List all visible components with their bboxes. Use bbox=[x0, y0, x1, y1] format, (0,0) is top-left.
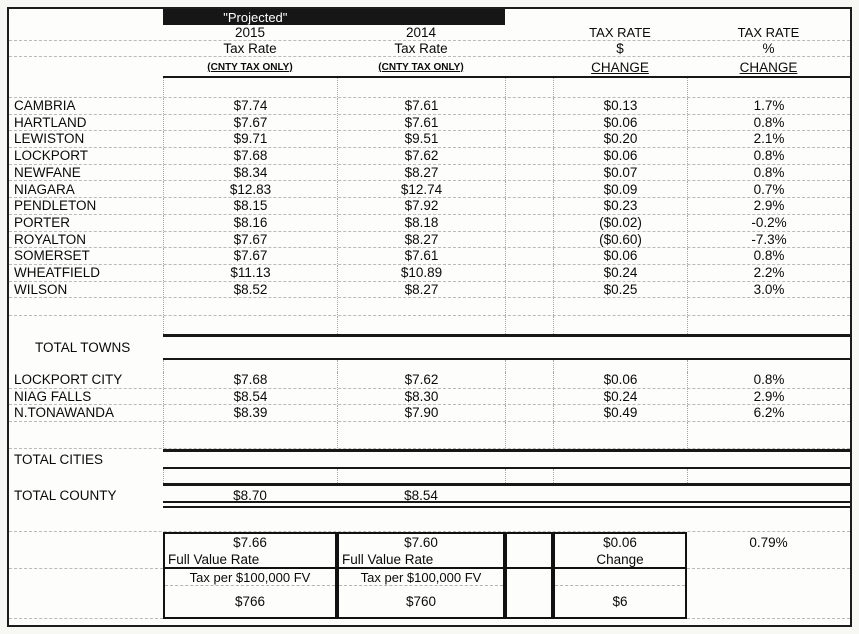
empty-cell bbox=[9, 422, 163, 448]
city-name: N.TONAWANDA bbox=[14, 405, 115, 421]
empty-cell bbox=[687, 422, 850, 448]
spacer-cell bbox=[505, 282, 553, 298]
town-row bbox=[9, 181, 850, 198]
total-county-2014: $8.54 bbox=[404, 487, 438, 503]
total-county-2015: $8.70 bbox=[233, 487, 267, 503]
empty-cell bbox=[505, 78, 553, 97]
gap-row bbox=[9, 469, 850, 483]
town-name: LEWISTON bbox=[14, 131, 85, 147]
total-cities-label: TOTAL CITIES bbox=[14, 451, 104, 467]
empty-cell bbox=[555, 569, 685, 586]
empty-cell bbox=[687, 78, 850, 97]
town-row bbox=[9, 165, 850, 182]
cnty-tax-only-2014: (CNTY TAX ONLY) bbox=[378, 61, 464, 73]
gap-row bbox=[9, 422, 850, 449]
dollar-change: $0.07 bbox=[553, 165, 687, 181]
empty-cell bbox=[553, 316, 687, 334]
taxrate-2014-header: Tax Rate bbox=[394, 40, 448, 56]
city-row bbox=[9, 372, 850, 389]
rate-2014: $7.90 bbox=[337, 405, 505, 421]
projected-banner bbox=[163, 9, 505, 25]
town-name: PENDLETON bbox=[14, 198, 97, 214]
fv-2014-value: $7.60 bbox=[404, 535, 438, 551]
gap-row bbox=[9, 520, 850, 532]
rate-2015: $8.16 bbox=[163, 215, 337, 231]
city-row bbox=[9, 405, 850, 422]
rate-2014: $10.89 bbox=[337, 265, 505, 281]
dollar-change: ($0.60) bbox=[553, 232, 687, 248]
empty-cell bbox=[337, 469, 505, 483]
spacer-cell bbox=[505, 215, 553, 231]
empty-cell bbox=[553, 78, 687, 97]
gap-row bbox=[9, 360, 850, 372]
spacer-cell bbox=[505, 181, 553, 197]
spacer-cell bbox=[505, 265, 553, 281]
pct-change: 0.8% bbox=[687, 372, 850, 388]
rate-2014: $7.92 bbox=[337, 198, 505, 214]
gap-row bbox=[9, 78, 850, 98]
summary-spacer-box bbox=[505, 532, 553, 569]
town-name: SOMERSET bbox=[14, 248, 90, 264]
dollar-change-header-l2: $ bbox=[616, 40, 624, 56]
city-name: NIAG FALLS bbox=[14, 388, 92, 404]
per100k-change-value: $6 bbox=[612, 594, 628, 610]
empty-cell bbox=[9, 9, 163, 25]
empty-cell bbox=[687, 569, 850, 619]
per100k-2015-value: $766 bbox=[234, 594, 266, 610]
rate-2015: $7.67 bbox=[163, 115, 337, 131]
empty-cell bbox=[687, 316, 850, 334]
town-row bbox=[9, 248, 850, 265]
empty-cell bbox=[687, 360, 850, 372]
spacer-cell bbox=[505, 405, 553, 421]
empty-cell bbox=[505, 422, 553, 448]
empty-cell bbox=[553, 422, 687, 448]
empty-cell bbox=[505, 360, 553, 372]
rate-2014: $7.62 bbox=[337, 148, 505, 164]
dollar-change: $0.25 bbox=[553, 282, 687, 298]
empty-cell bbox=[687, 298, 850, 315]
pct-change: 0.8% bbox=[687, 248, 850, 264]
projected-label: "Projected" bbox=[223, 9, 288, 25]
town-row bbox=[9, 98, 850, 115]
rate-2014: $7.61 bbox=[337, 248, 505, 264]
rate-2015: $8.34 bbox=[163, 165, 337, 181]
per100k-2014-box bbox=[337, 569, 505, 619]
spacer-cell bbox=[505, 165, 553, 181]
pct-change: 0.8% bbox=[687, 148, 850, 164]
header-banner-row bbox=[9, 9, 850, 25]
per100k-2014-value: $760 bbox=[405, 594, 437, 610]
empty-cell bbox=[337, 78, 505, 97]
empty-cell bbox=[9, 298, 163, 315]
pct-change: 0.8% bbox=[687, 165, 850, 181]
empty-cell bbox=[9, 569, 163, 619]
total-cities-row bbox=[9, 449, 850, 469]
town-name: NEWFANE bbox=[14, 164, 81, 180]
pct-change: 1.7% bbox=[687, 98, 850, 114]
header-sub-row bbox=[9, 57, 850, 78]
empty-cell bbox=[9, 508, 163, 520]
dollar-change-header-l3: CHANGE bbox=[591, 59, 649, 75]
town-name: LOCKPORT bbox=[14, 148, 89, 164]
spacer-cell bbox=[505, 248, 553, 264]
rate-2015: $7.67 bbox=[163, 232, 337, 248]
rate-2015: $7.68 bbox=[163, 148, 337, 164]
empty-cell bbox=[9, 532, 163, 569]
pct-change-header-l2: % bbox=[762, 40, 775, 56]
spacer-cell bbox=[505, 131, 553, 147]
total-county-double-line bbox=[163, 501, 850, 508]
summary-spacer-box bbox=[505, 569, 553, 619]
rate-2015: $8.39 bbox=[163, 405, 337, 421]
town-name: ROYALTON bbox=[14, 231, 87, 247]
rate-2015: $8.54 bbox=[163, 389, 337, 405]
rate-2014: $8.27 bbox=[337, 282, 505, 298]
pct-change: 2.2% bbox=[687, 265, 850, 281]
town-name: NIAGARA bbox=[14, 181, 75, 197]
pct-change: 0.8% bbox=[687, 115, 850, 131]
city-name: LOCKPORT CITY bbox=[14, 372, 123, 388]
empty-cell bbox=[9, 520, 163, 531]
rate-2015: $8.52 bbox=[163, 282, 337, 298]
empty-cell bbox=[9, 469, 163, 483]
spacer-cell bbox=[505, 98, 553, 114]
dollar-change: $0.49 bbox=[553, 405, 687, 421]
fv-2015-value: $7.66 bbox=[233, 535, 267, 551]
dollar-change: $0.24 bbox=[553, 265, 687, 281]
dollar-change: $0.06 bbox=[553, 248, 687, 264]
empty-cell bbox=[163, 360, 337, 372]
fv-2014-label: Full Value Rate bbox=[342, 551, 434, 567]
empty-cell bbox=[337, 316, 505, 334]
town-name: CAMBRIA bbox=[14, 98, 76, 114]
year-2014-header: 2014 bbox=[405, 24, 437, 40]
empty-cell bbox=[505, 469, 553, 483]
town-name: WHEATFIELD bbox=[14, 264, 101, 280]
empty-cell bbox=[163, 78, 337, 97]
gap-row bbox=[9, 316, 850, 334]
empty-cell bbox=[9, 57, 163, 78]
spacer-cell bbox=[505, 232, 553, 248]
pct-change-header-l3: CHANGE bbox=[739, 59, 798, 75]
town-row bbox=[9, 131, 850, 148]
town-row bbox=[9, 198, 850, 215]
per100k-2015-box bbox=[163, 569, 337, 619]
taxrate-2015-header: Tax Rate bbox=[223, 40, 277, 56]
total-towns-top-line bbox=[163, 334, 850, 337]
rate-2014: $8.27 bbox=[337, 165, 505, 181]
empty-cell bbox=[687, 469, 850, 483]
per100k-2015-label: Tax per $100,000 FV bbox=[165, 569, 335, 586]
rate-2014: $7.62 bbox=[337, 372, 505, 388]
fv-change-value: $0.06 bbox=[603, 535, 637, 551]
spacer-cell bbox=[505, 372, 553, 388]
spacer-cell bbox=[505, 198, 553, 214]
pct-change: -0.2% bbox=[687, 215, 850, 231]
summary-fv-row bbox=[9, 532, 850, 569]
fv-pct-change: 0.79% bbox=[687, 532, 850, 569]
empty-cell bbox=[9, 25, 163, 40]
spacer-cell bbox=[505, 115, 553, 131]
tax-rate-table bbox=[7, 7, 852, 627]
total-county-top-line bbox=[163, 483, 850, 486]
dollar-change: $0.06 bbox=[553, 372, 687, 388]
town-name: WILSON bbox=[14, 281, 68, 297]
empty-cell bbox=[337, 298, 505, 315]
fv-change-label: Change bbox=[596, 551, 644, 567]
fv-2015-box bbox=[163, 532, 337, 569]
rate-2014: $7.61 bbox=[337, 115, 505, 131]
empty-cell bbox=[553, 298, 687, 315]
cnty-tax-only-2015: (CNTY TAX ONLY) bbox=[207, 61, 293, 73]
spacer-cell bbox=[505, 148, 553, 164]
rate-2014: $8.27 bbox=[337, 232, 505, 248]
dollar-change: $0.24 bbox=[553, 389, 687, 405]
pct-change: 0.7% bbox=[687, 181, 850, 197]
pct-change: 2.9% bbox=[687, 389, 850, 405]
town-row bbox=[9, 232, 850, 249]
dollar-change: $0.09 bbox=[553, 181, 687, 197]
dollar-change-header-l1: TAX RATE bbox=[589, 25, 651, 40]
empty-cell bbox=[553, 360, 687, 372]
total-towns-label: TOTAL TOWNS bbox=[35, 339, 131, 355]
rate-2014: $7.61 bbox=[337, 98, 505, 114]
empty-cell bbox=[163, 469, 337, 483]
dollar-change: $0.06 bbox=[553, 115, 687, 131]
empty-cell bbox=[9, 360, 163, 372]
empty-cell bbox=[337, 422, 505, 448]
gap-row bbox=[9, 298, 850, 316]
header-taxrate-row bbox=[9, 41, 850, 57]
pct-change: 3.0% bbox=[687, 282, 850, 298]
town-name: HARTLAND bbox=[14, 114, 87, 130]
rate-2014: $8.30 bbox=[337, 389, 505, 405]
total-county-label: TOTAL COUNTY bbox=[14, 487, 117, 503]
empty-cell bbox=[163, 298, 337, 315]
summary-per100k-row bbox=[9, 569, 850, 619]
dollar-change: $0.20 bbox=[553, 131, 687, 147]
empty-cell bbox=[505, 316, 553, 334]
rate-2015: $9.71 bbox=[163, 131, 337, 147]
empty-cell bbox=[9, 41, 163, 56]
rate-2015: $7.67 bbox=[163, 248, 337, 264]
rate-2015: $7.68 bbox=[163, 372, 337, 388]
town-name: PORTER bbox=[14, 214, 71, 230]
year-2015-header: 2015 bbox=[234, 24, 266, 40]
dollar-change: $0.06 bbox=[553, 148, 687, 164]
pct-change: 2.9% bbox=[687, 198, 850, 214]
empty-cell bbox=[9, 316, 163, 334]
town-row bbox=[9, 115, 850, 132]
empty-cell bbox=[553, 469, 687, 483]
empty-cell bbox=[163, 422, 337, 448]
empty-cell bbox=[9, 78, 163, 97]
header-year-row bbox=[9, 25, 850, 41]
pct-change: 6.2% bbox=[687, 405, 850, 421]
fv-2015-label: Full Value Rate bbox=[168, 551, 260, 567]
fv-change-box bbox=[553, 532, 687, 569]
per100k-change-box bbox=[553, 569, 687, 619]
empty-cell bbox=[505, 298, 553, 315]
spacer-cell bbox=[505, 25, 553, 40]
rate-2014: $12.74 bbox=[337, 181, 505, 197]
rate-2015: $11.13 bbox=[163, 265, 337, 281]
empty-cell bbox=[163, 316, 337, 334]
rate-2014: $9.51 bbox=[337, 131, 505, 147]
dollar-change: $0.23 bbox=[553, 198, 687, 214]
rate-2014: $8.18 bbox=[337, 215, 505, 231]
rate-2015: $7.74 bbox=[163, 98, 337, 114]
pct-change-header-l1: TAX RATE bbox=[737, 25, 800, 40]
spacer-cell bbox=[505, 389, 553, 405]
rate-2015: $12.83 bbox=[163, 181, 337, 197]
pct-change: -7.3% bbox=[687, 232, 850, 248]
dollar-change: $0.13 bbox=[553, 98, 687, 114]
town-row bbox=[9, 215, 850, 232]
per100k-2014-label: Tax per $100,000 FV bbox=[339, 569, 503, 586]
rate-2015: $8.15 bbox=[163, 198, 337, 214]
empty-cell bbox=[505, 9, 850, 25]
city-row bbox=[9, 389, 850, 406]
town-row bbox=[9, 282, 850, 299]
town-row bbox=[9, 148, 850, 165]
total-cities-top-line bbox=[163, 449, 850, 452]
gap-row bbox=[9, 508, 850, 520]
dollar-change: ($0.02) bbox=[553, 215, 687, 231]
pct-change: 2.1% bbox=[687, 131, 850, 147]
total-towns-row bbox=[9, 334, 850, 360]
total-county-row bbox=[9, 483, 850, 508]
spacer-cell bbox=[505, 41, 553, 56]
empty-cell bbox=[337, 360, 505, 372]
fv-2014-box bbox=[337, 532, 505, 569]
town-row bbox=[9, 265, 850, 282]
